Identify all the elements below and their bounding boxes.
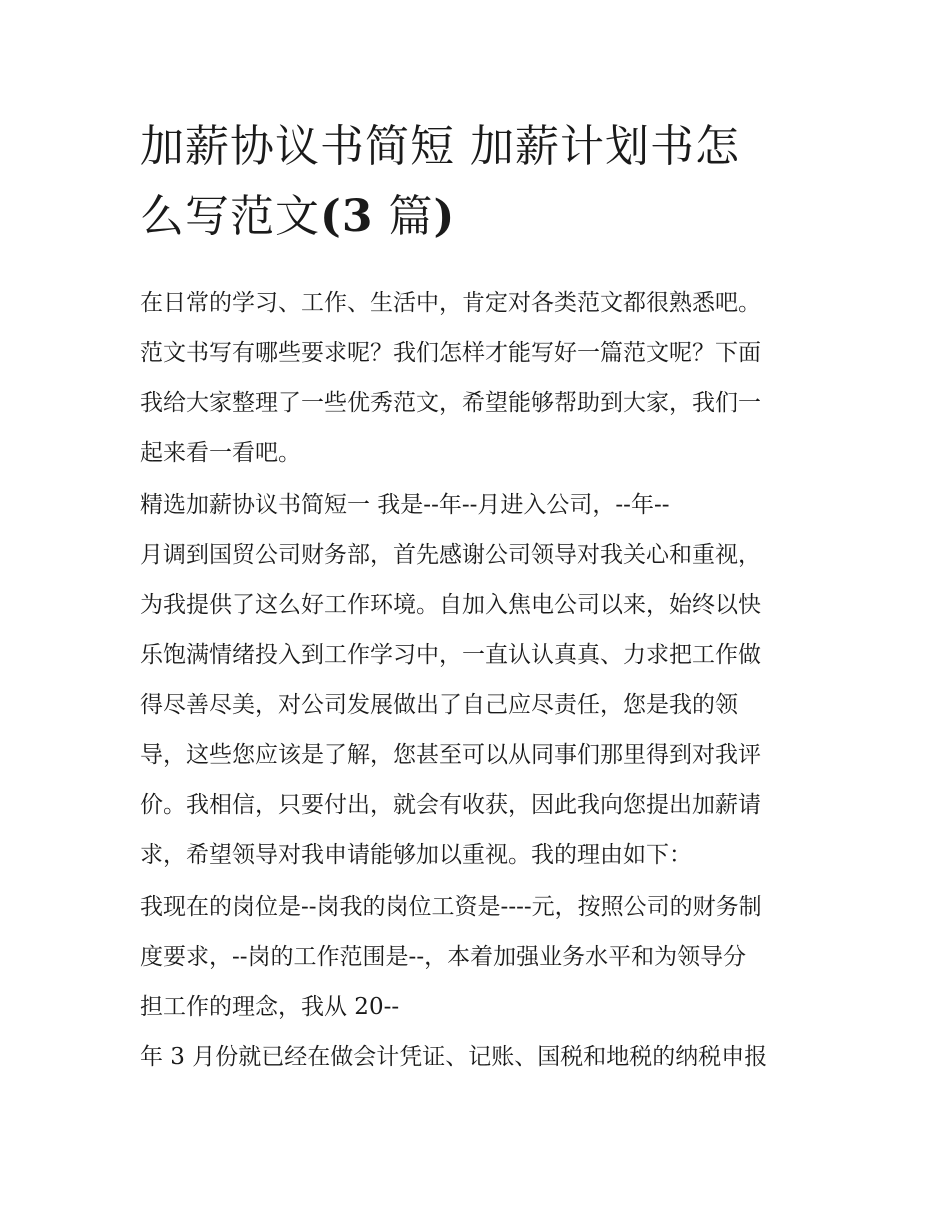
document-title bbox=[140, 112, 820, 252]
text-line: 起来看一看吧。 bbox=[140, 440, 301, 466]
title-line-2-text: 么写范文 bbox=[140, 191, 320, 242]
text-line: 为我提供了这么好工作环境。自加入焦电公司以来，始终以快 bbox=[140, 592, 761, 618]
sample-one-paragraph bbox=[140, 480, 820, 880]
title-count-unit: 篇 bbox=[388, 191, 434, 242]
text-line: 导，这些您应该是了解，您甚至可以从同事们那里得到对我评 bbox=[140, 742, 761, 768]
text-line: 范文书写有哪些要求呢？我们怎样才能写好一篇范文呢？下面 bbox=[140, 340, 761, 366]
title-count-open: (3 bbox=[320, 191, 374, 242]
text-line: 乐饱满情绪投入到工作学习中，一直认认真真、力求把工作做 bbox=[140, 642, 761, 668]
text-line: 担工作的理念，我从 20-- bbox=[140, 994, 400, 1020]
history-paragraph bbox=[140, 1032, 820, 1082]
text-line: 在日常的学习、工作、生活中，肯定对各类范文都很熟悉吧。 bbox=[140, 290, 761, 316]
intro-paragraph bbox=[140, 278, 820, 478]
text-line: 我现在的岗位是--岗我的岗位工资是----元，按照公司的财务制 bbox=[140, 894, 762, 920]
text-line: 精选加薪协议书简短一 我是--年--月进入公司，--年-- bbox=[140, 492, 670, 518]
text-line: 价。我相信，只要付出，就会有收获，因此我向您提出加薪请 bbox=[140, 792, 761, 818]
title-count-close: ) bbox=[433, 191, 456, 242]
text-line: 年 3 月份就已经在做会计凭证、记账、国税和地税的纳税申报 bbox=[140, 1044, 768, 1070]
text-line: 度要求，--岗的工作范围是--，本着加强业务水平和为领导分 bbox=[140, 944, 747, 970]
position-paragraph bbox=[140, 882, 820, 1032]
text-line: 我给大家整理了一些优秀范文，希望能够帮助到大家，我们一 bbox=[140, 390, 761, 416]
text-line: 月调到国贸公司财务部，首先感谢公司领导对我关心和重视， bbox=[140, 542, 761, 568]
text-line: 得尽善尽美，对公司发展做出了自己应尽责任，您是我的领 bbox=[140, 692, 738, 718]
title-line-2 bbox=[140, 182, 820, 252]
title-line-1: 加薪协议书简短 加薪计划书怎 bbox=[140, 121, 740, 172]
text-line: 求，希望领导对我申请能够加以重视。我的理由如下： bbox=[140, 842, 692, 868]
